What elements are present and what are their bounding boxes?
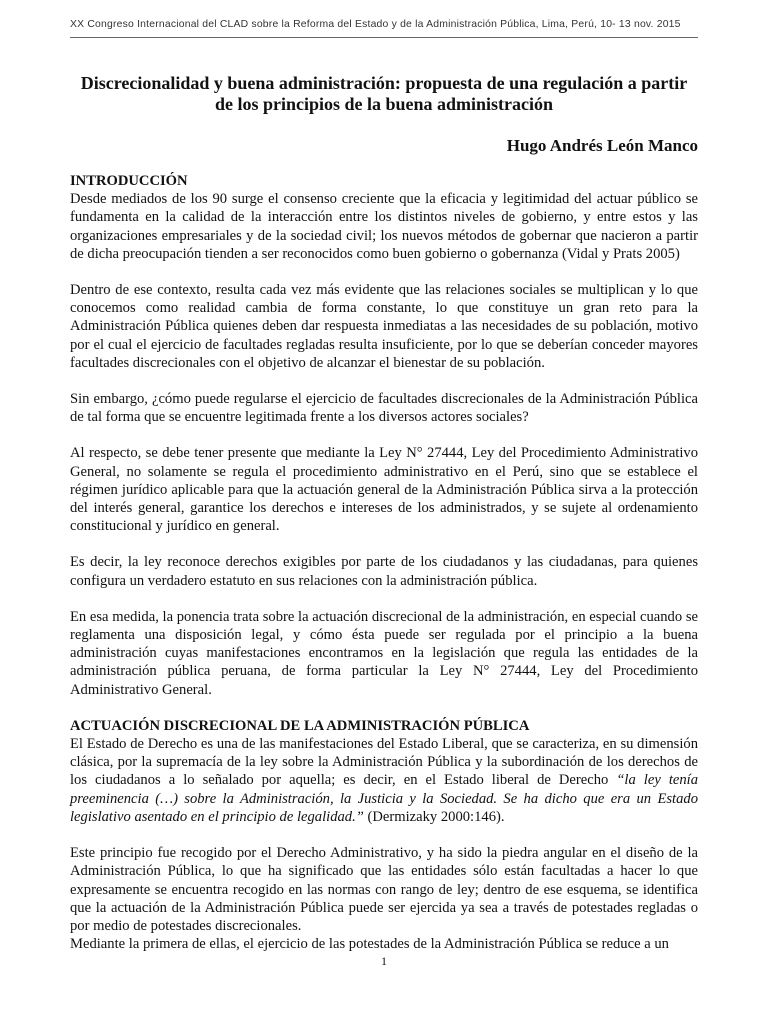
paragraph: Es decir, la ley reconoce derechos exigibles por parte de los ciudadanos y las ciudadanas, para quienes configura un verdadero estatuto en sus relaciones con la administración pública. (70, 554, 698, 589)
document-title: Discrecionalidad y buena administración: propuesta de una regulación a partir de los principios de la buena administración (80, 73, 688, 114)
page-number: 1 (381, 954, 387, 968)
document-body (70, 172, 698, 953)
paragraph: Sin embargo, ¿cómo puede regularse el ejercicio de facultades discrecionales de la Administración Pública de tal forma que se encuentre legitimada frente a los diversos actores sociales? (70, 391, 698, 426)
paragraph: Desde mediados de los 90 surge el consenso creciente que la eficacia y legitimidad del actuar público se fundamenta en la calidad de la interacción entre los distintos niveles de gobierno, y entre estos y las organizaciones empresariales y de la sociedad civil; los nuevos métodos de gobernar que nacieron a partir de dicha preocupación tienden a ser reconocidos como buen gobierno o gobernanza (Vidal y Prats 2005) (70, 191, 698, 262)
header-divider (70, 37, 698, 38)
paragraph: Dentro de ese contexto, resulta cada vez más evidente que las relaciones sociales se multiplican y lo que conocemos como realidad cambia de forma constante, lo que constituye un gran reto para la Administración Pública quienes deben dar respuesta inmediatas a las necesidades de su población, motivo por el cual el ejercicio de facultades regladas resulta insuficiente, por lo que se deberían conceder mayores facultades discrecionales con el objetivo de alcanzar el bienestar de su población. (70, 282, 698, 371)
citation: (Dermizaky 2000:146). (363, 808, 505, 825)
paragraph: Al respecto, se debe tener presente que mediante la Ley N° 27444, Ley del Procedimiento Administrativo General, no solamente se regula el procedimiento administrativo en el Perú, sino que se establece el régimen jurídico aplicable para que la actuación general de la Administración Pública sirva a la protección del interés general, garantice los derechos e intereses de los administrados, y se sujete al ordenamiento constitucional y jurídico en general. (70, 445, 698, 535)
inline-quote: “la ley tenía preeminencia (…) sobre la Administración, la Justicia y la Sociedad. Se ha dicho que era un Estado legislativo asentado en el principio de legalidad.” (70, 772, 698, 825)
paragraph-text: El Estado de Derecho es una de las manifestaciones del Estado Liberal, que se caracteriza, en su dimensión clásica, por la supremacía de la ley sobre la Administración Pública y la subordinación de los derechos de los ciudadanos a lo señalado por aquella; es decir, en el Estado liberal de Derecho (70, 736, 698, 789)
section-heading-introduction: INTRODUCCIÓN (70, 173, 188, 189)
running-header: XX Congreso Internacional del CLAD sobre la Reforma del Estado y de la Administración Pública, Lima, Perú, 10- 13 nov. 2015 (70, 19, 681, 30)
author-name: Hugo Andrés León Manco (506, 136, 698, 155)
paragraph: Mediante la primera de ellas, el ejercicio de las potestades de la Administración Pública se reduce a un (70, 936, 669, 953)
paragraph-with-quote (70, 735, 698, 826)
paragraph: En esa medida, la ponencia trata sobre la actuación discrecional de la administración, en especial cuando se reglamenta una disposición legal, y cómo ésta puede ser regulada por el principio a la buena administración cuyas manifestaciones encontramos en la legislación que regula las entidades de la administración pública peruana, de forma particular la Ley N° 27444, Ley del Procedimiento Administrativo General. (70, 608, 698, 698)
section-heading-actuacion: ACTUACIÓN DISCRECIONAL DE LA ADMINISTRACIÓN PÚBLICA (70, 717, 530, 734)
paragraph: Este principio fue recogido por el Derecho Administrativo, y ha sido la piedra angular en el diseño de la Administración Pública, lo que ha significado que las entidades sólo están facultadas a hacer lo que expresamente se encuentra recogido en las normas con rango de ley; dentro de ese esquema, se identifica que la actuación de la Administración Pública puede ser ejercida ya sea a través de potestades regladas o por medio de potestades discrecionales. (70, 845, 698, 934)
